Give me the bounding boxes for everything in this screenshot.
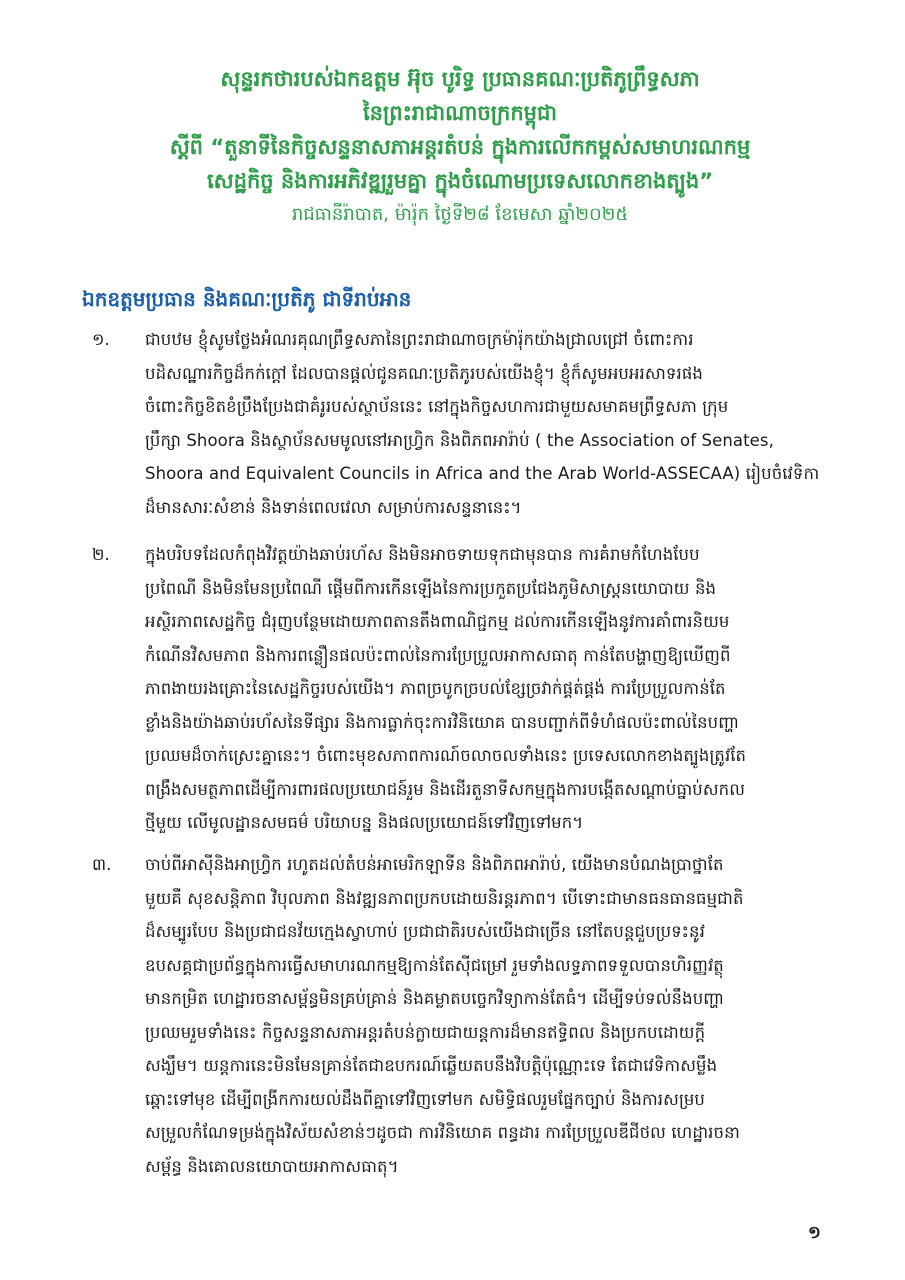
paragraph-line: ឧបសគ្គជាប្រព័ន្ធក្នុងការធ្វើសមាហរណកម្មឱ្យកាន់តែស៊ីជម្រៅ រួមទាំងលទ្ធភាពទទួលបានហិរញ្ញវត្ថុ — [145, 955, 724, 975]
paragraph-line: ក្នុងបរិបទដែលកំពុងវិវត្តយ៉ាងឆាប់រហ័ស និងមិនអាចទាយទុកជាមុនបាន ការគំរាមកំហែងបែប — [145, 545, 700, 564]
paragraph-line: មានកម្រិត ហេដ្ឋារចនាសម្ព័ន្ធមិនគ្រប់គ្រាន់ និងគម្លាតបច្ចេកវិទ្យាកាន់តែធំ។ ដើម្បីទប់ទល់នឹងបញ្ហា — [145, 989, 725, 1008]
paragraph-body — [145, 323, 825, 524]
title-line-2: នៃព្រះរាជាណាចក្រកម្ពុជា — [362, 101, 557, 125]
paragraph-line: កំណើនវិសមភាព និងការពន្លឿនផលប៉ះពាល់នៃការប្រែប្រួលអាកាសធាតុ កាន់តែបង្ហាញឱ្យឃើញពី — [145, 645, 731, 665]
paragraph-line: ប្រឈមដ៏ចាក់ស្រេះគ្នានេះ។ ចំពោះមុខសភាពការណ៍ចលាចលទាំងនេះ ប្រទេសលោកខាងត្បូងត្រូវតែ — [145, 746, 747, 765]
paragraph-body — [145, 848, 825, 1183]
paragraph-line: ប្រឈមរួមទាំងនេះ កិច្ចសន្ទនាសភាអន្តរតំបន់ក្លាយជាយន្តការដ៏មានឥទ្ធិពល និងប្រកបដោយក្ដី — [145, 1022, 706, 1042]
paragraph-line: មួយគឺ សុខសន្តិភាព វិបុលភាព និងវឌ្ឍនភាពប្រកបដោយនិរន្តរភាព។ បើទោះជាមានធនធានធម្មជាតិ — [145, 888, 744, 908]
paragraph-line: ដ៏សម្បូរបែប និងប្រជាជនវ័យក្មេងស្វាហាប់ ប្រជាជាតិរបស់យើងជាច្រើន នៅតែបន្តជួបប្រទះនូវ — [145, 922, 705, 941]
paragraph-line: សង្ឃឹម។ យន្តការនេះមិនមែនគ្រាន់តែជាឧបករណ៍ឆ្លើយតបនឹងវិបត្តិប៉ុណ្ណោះទេ តែជាវេទិកាសម្លឹង — [145, 1056, 718, 1075]
paragraph-line: ខ្លាំងនិងយ៉ាងឆាប់រហ័សនៃទីផ្សារ និងការធ្លាក់ចុះការវិនិយោគ បានបញ្ជាក់ពីទំហំផលប៉ះពាល់នៃបញ្ហា — [145, 712, 739, 732]
title-line-3: ស្តីពី “តួនាទីនៃកិច្ចសន្ទនាសភាអន្តរតំបន់ ក្នុងការលើកកម្ពស់សមាហរណកម្ម — [169, 135, 751, 159]
speech-title-block — [110, 62, 810, 232]
paragraph-line: បដិសណ្ឋារកិច្ចដ៏កក់ក្ដៅ ដែលបានផ្ដល់ជូនគណៈប្រតិភូរបស់យើងខ្ញុំ។ ខ្ញុំក៏សូមអបអរសាទរផង — [145, 363, 703, 383]
paragraph-line: ឆ្ពោះទៅមុខ ដើម្បីពង្រីកការយល់ដឹងពីគ្នាទៅវិញទៅមក សមិទ្ធិផលរួមផ្នែកច្បាប់ និងការសម្រប — [145, 1089, 706, 1109]
paragraph-line: ប្រឹក្សា Shoora និងស្ថាប័នសមមូលនៅអាហ្វ្រិក និងពិភពអារ៉ាប់ ( the Association of Senates, — [145, 430, 774, 450]
page-number: ១ — [808, 1223, 821, 1243]
salutation: ឯកឧត្តមប្រធាន និងគណៈប្រតិភូ ជាទីរាប់អាន — [82, 287, 412, 311]
paragraph-line: អស្ថិរភាពសេដ្ឋកិច្ច ជំរុញបន្ថែមដោយភាពតានតឹងពាណិជ្ជកម្ម ដល់ការកើនឡើងនូវការគាំពារនិយម — [145, 612, 730, 631]
paragraph-line: ជាបឋម ខ្ញុំសូមថ្លែងអំណរគុណព្រឹទ្ធសភានៃព្រះរាជាណាចក្រម៉ារ៉ុកយ៉ាងជ្រាលជ្រៅ ចំពោះការ — [145, 330, 694, 349]
title-line-1: សុន្ទរកថារបស់ឯកឧត្តម អ៊ុច បូរិទ្ធ ប្រធានគណៈប្រតិភូព្រឹទ្ធសភា — [220, 67, 700, 91]
paragraph-line: ចំពោះកិច្ចខិតខំប្រឹងប្រែងជាគំរូរបស់ស្ថាប័ននេះ នៅក្នុងកិច្ចសហការជាមួយសមាគមព្រឹទ្ធសភា ក្រុម — [145, 397, 729, 416]
paragraph-number: ១. — [92, 330, 110, 349]
paragraph-line: ភាពងាយរងគ្រោះនៃសេដ្ឋកិច្ចរបស់យើង។ ភាពច្របូកច្របល់ខ្សែច្រវាក់ផ្គត់ផ្គង់ ការប្រែប្រួលកាន់តែ — [145, 679, 726, 698]
paragraph-number: ៣. — [92, 855, 112, 874]
paragraph-body — [145, 538, 825, 840]
paragraph-line: ដ៏មានសារៈសំខាន់ និងទាន់ពេលវេលា សម្រាប់ការសន្ទនានេះ។ — [145, 497, 522, 517]
paragraph-line: សម្ព័ន្ធ និងគោលនយោបាយអាកាសធាតុ។ — [145, 1156, 399, 1176]
paragraph-line: ថ្មីមួយ លើមូលដ្ឋានសមធម៌ បរិយាបន្ន និងផលប្រយោជន៍ទៅវិញទៅមក។ — [145, 813, 584, 832]
title-line-4: សេដ្ឋកិច្ច និងការអភិវឌ្ឍរួមគ្នា ក្នុងចំណោមប្រទេសលោកខាងត្បូង” — [206, 169, 714, 193]
paragraph-line: ប្រពៃណី និងមិនមែនប្រពៃណី ផ្ដើមពីការកើនឡើងនៃការប្រកួតប្រជែងភូមិសាស្ត្រនយោបាយ និង — [145, 578, 717, 598]
paragraph-line: ពង្រឹងសមត្ថភាពដើម្បីការពារផលប្រយោជន៍រួម និងដើរតួនាទីសកម្មក្នុងការបង្កើតសណ្ដាប់ធ្នាប់សកល — [145, 779, 746, 799]
dateline: រាជធានីរ៉ាបាត, ម៉ារ៉ុក ថ្ងៃទី២៨ ខែមេសា ឆ្នាំ២០២៥ — [291, 204, 629, 225]
paragraph-line: Shoora and Equivalent Councils in Africa and the Arab World-ASSECAA) រៀបចំវេទិកា — [145, 464, 820, 483]
paragraph-line: ចាប់ពីអាស៊ីនិងអាហ្វ្រិក រហូតដល់តំបន់អាមេរិកឡាទីន និងពិភពអារ៉ាប់, យើងមានបំណងប្រាថ្នាតែ — [145, 855, 724, 874]
paragraph-line: សម្រួលកំណែទម្រង់ក្នុងវិស័យសំខាន់ៗដូចជា ការវិនិយោគ ពន្ធដារ ការប្រែប្រួលឌីជីថល ហេដ្ឋារចនា — [145, 1123, 740, 1142]
paragraph-number: ២. — [92, 545, 110, 564]
